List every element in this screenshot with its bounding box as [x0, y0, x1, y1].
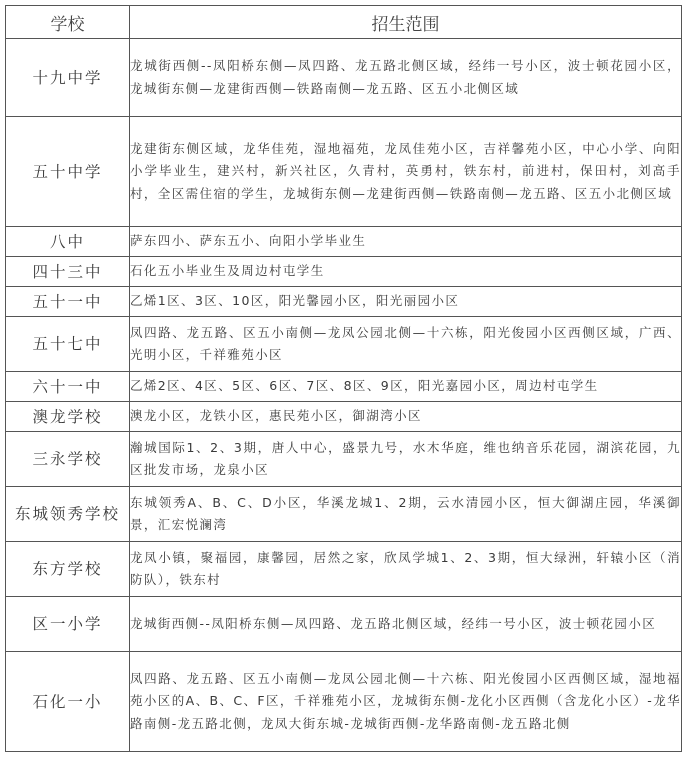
school-name: 澳龙学校: [6, 402, 130, 432]
school-name: 石化一小: [6, 652, 130, 752]
school-name: 十九中学: [6, 39, 130, 117]
table-row: [6, 287, 682, 317]
table-row: [6, 257, 682, 287]
table-row: [6, 652, 682, 752]
enrollment-range: 凤四路、龙五路、区五小南侧—龙凤公园北侧—十六栋、阳光俊园小区西侧区域，湿地福苑小区的A、B、C、F区，千祥雅苑小区，龙城街东侧-龙化小区西侧（含龙化小区）-龙华路南侧-龙五路北侧，龙凤大街东城-龙城街西侧-龙华路南侧-龙五路北侧: [130, 652, 682, 752]
enrollment-range: 石化五小毕业生及周边村屯学生: [130, 257, 682, 287]
table-row: [6, 402, 682, 432]
enrollment-range: 瀚城国际1、2、3期，唐人中心，盛景九号，水木华庭，维也纳音乐花园，湖滨花园，九区批发市场，龙泉小区: [130, 432, 682, 487]
table-row: [6, 227, 682, 257]
school-name: 八中: [6, 227, 130, 257]
school-name: 五十七中: [6, 317, 130, 372]
enrollment-range: 龙建街东侧区域，龙华佳苑，湿地福苑，龙凤佳苑小区，吉祥馨苑小区，中心小学、向阳小学毕业生，建兴村，新兴社区，久青村，英勇村，铁东村，前进村，保田村，刘高手村，全区需住宿的学生，龙城街东侧—龙建街西侧—铁路南侧—龙五路、区五小北侧区域: [130, 117, 682, 227]
enrollment-range: 凤四路、龙五路、区五小南侧—龙凤公园北侧—十六栋，阳光俊园小区西侧区域，广西、光明小区，千祥雅苑小区: [130, 317, 682, 372]
table-row: [6, 542, 682, 597]
table-header-row: [6, 6, 682, 39]
table-row: [6, 487, 682, 542]
enrollment-range: 龙凤小镇，聚福园，康馨园，居然之家，欣凤学城1、2、3期，恒大绿洲，轩辕小区（消防队），铁东村: [130, 542, 682, 597]
table-row: [6, 372, 682, 402]
enrollment-range: 乙烯1区、3区、10区，阳光馨园小区，阳光丽园小区: [130, 287, 682, 317]
school-name: 三永学校: [6, 432, 130, 487]
school-name: 五十一中: [6, 287, 130, 317]
school-name: 六十一中: [6, 372, 130, 402]
table-row: [6, 39, 682, 117]
enrollment-zone-table: [5, 5, 682, 752]
table-row: [6, 432, 682, 487]
header-school: 学校: [6, 6, 130, 39]
school-name: 区一小学: [6, 597, 130, 652]
enrollment-range: 龙城街西侧--凤阳桥东侧—凤四路、龙五路北侧区域，经纬一号小区，波士顿花园小区: [130, 597, 682, 652]
school-name: 五十中学: [6, 117, 130, 227]
enrollment-range: 龙城街西侧--凤阳桥东侧—凤四路、龙五路北侧区域，经纬一号小区，波士顿花园小区，龙城街东侧—龙建街西侧—铁路南侧—龙五路、区五小北侧区域: [130, 39, 682, 117]
school-name: 东城领秀学校: [6, 487, 130, 542]
enrollment-range: 萨东四小、萨东五小、向阳小学毕业生: [130, 227, 682, 257]
enrollment-range: 澳龙小区，龙铁小区，惠民苑小区，御湖湾小区: [130, 402, 682, 432]
enrollment-range: 乙烯2区、4区、5区、6区、7区、8区、9区，阳光嘉园小区，周边村屯学生: [130, 372, 682, 402]
table-row: [6, 597, 682, 652]
table-row: [6, 117, 682, 227]
header-enrollment-range: 招生范围: [130, 6, 682, 39]
school-name: 东方学校: [6, 542, 130, 597]
school-name: 四十三中: [6, 257, 130, 287]
table-row: [6, 317, 682, 372]
enrollment-range: 东城领秀A、B、C、D小区，华溪龙城1、2期，云水清园小区，恒大御湖庄园，华溪御景，汇宏悦澜湾: [130, 487, 682, 542]
